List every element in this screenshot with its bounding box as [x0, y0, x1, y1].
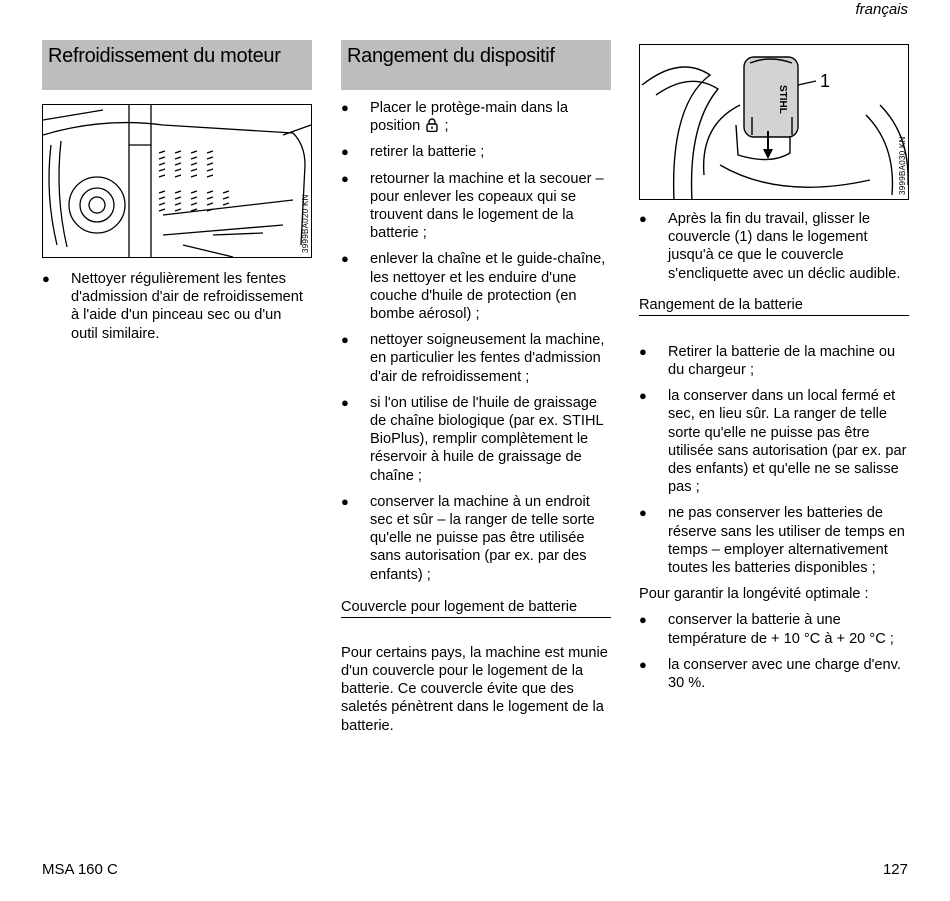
- list-item: ● retirer la batterie ;: [341, 144, 485, 161]
- bullet-icon: ●: [341, 251, 349, 267]
- bullet-icon: ●: [639, 388, 647, 404]
- page-number: 127: [882, 861, 908, 878]
- column-engine-cooling: [42, 40, 312, 351]
- bullet-icon: ●: [639, 505, 647, 521]
- list-item: ● nettoyer soigneusement la machine, en particulier les fentes d'admission d'air de refroidissement ;: [341, 332, 605, 385]
- bullet-icon: ●: [42, 271, 50, 286]
- battery-cover-illustration: [640, 45, 909, 200]
- section-title-engine-cooling: Refroidissement du moteur: [42, 40, 312, 90]
- list-item: ● Retirer la batterie de la machine ou du chargeur ;: [639, 343, 896, 379]
- bullet-icon: ●: [639, 656, 647, 672]
- figure-battery-cover: [639, 44, 909, 200]
- list-item: ● conserver la machine à un endroit sec et sûr – la ranger de telle sorte qu'elle ne puisse pas être utilisée sans autorisation (par ex. par des enfants) ;: [341, 493, 595, 583]
- bullet-icon: ●: [341, 100, 349, 115]
- section-title-storage: Rangement du dispositif: [341, 40, 611, 90]
- battery-brand-label: STIHL: [777, 85, 788, 114]
- list-item: ● ne pas conserver les batteries de réserve sans les utiliser de temps en temps – employer alternativement toutes les batteries disponibles ;: [639, 505, 905, 577]
- bullet-icon: ●: [341, 144, 349, 160]
- battery-cover-instructions: [639, 210, 909, 283]
- subheading-battery-storage: Rangement de la batterie: [639, 296, 909, 316]
- cooling-slots-illustration: [43, 105, 312, 258]
- bullet-icon: ●: [341, 332, 349, 348]
- list-item: ● Placer le protège-main dans la position ;: [341, 100, 568, 135]
- bullet-icon: ●: [639, 612, 647, 628]
- list-item: ● enlever la chaîne et le guide-chaîne, les nettoyer et les enduire d'une couche d'huile de protection (en bombe aérosol) ;: [341, 251, 606, 323]
- bullet-icon: ●: [341, 394, 349, 410]
- bullet-icon: ●: [341, 170, 349, 186]
- list-item: ● conserver la batterie à une température de + 10 °C à + 20 °C ;: [639, 612, 894, 647]
- bullet-icon: ●: [639, 211, 647, 226]
- battery-storage-instructions: [639, 343, 909, 577]
- language-label: français: [855, 1, 908, 18]
- longevity-intro: Pour garantir la longévité optimale :: [639, 586, 869, 603]
- list-item: ● la conserver dans un local fermé et sec, en lieu sûr. La ranger de telle sorte qu'elle ne puisse pas être utilisée sans autorisation (par ex. par des enfants) et qu'elle ne se salisse pas ;: [639, 388, 907, 496]
- figure-code: 3999BA020 KN: [301, 194, 310, 253]
- bullet-icon: ●: [639, 343, 647, 359]
- cooling-instructions: [42, 270, 312, 343]
- figure-cooling-slots: [42, 104, 312, 258]
- battery-cover-paragraph: Pour certains pays, la machine est munie d'un couvercle pour le logement de la batterie. Ce couvercle évite que des saletés pénètrent dans le logement de la batterie.: [341, 644, 608, 734]
- bullet-icon: ●: [341, 493, 349, 509]
- figure-callout-number: 1: [820, 71, 831, 91]
- subheading-battery-cover: Couvercle pour logement de batterie: [341, 598, 611, 618]
- column-battery: [639, 40, 909, 700]
- list-item: ● retourner la machine et la secouer – pour enlever les copeaux qui se trouvent dans le logement de la batterie ;: [341, 170, 604, 242]
- list-item: ● Nettoyer régulièrement les fentes d'admission d'air de refroidissement à l'aide d'un pinceau sec ou d'un outil similaire.: [42, 271, 303, 342]
- longevity-instructions: [639, 611, 909, 692]
- padlock-icon: [426, 118, 438, 132]
- column-storage: [341, 40, 611, 735]
- list-item: ● la conserver avec une charge d'env. 30 %.: [639, 656, 901, 692]
- storage-instructions: [341, 99, 611, 584]
- list-item: ● si l'on utilise de l'huile de graissage de chaîne biologique (par ex. STIHL BioPlus), remplir complètement le réservoir à huile de graissage de chaîne ;: [341, 394, 604, 484]
- list-item: ● Après la fin du travail, glisser le couvercle (1) dans le logement jusqu'à ce que le couvercle s'encliquette avec un déclic audible.: [639, 211, 901, 282]
- figure-code: 3999BA030 KN: [898, 136, 907, 195]
- footer-model: MSA 160 C: [42, 861, 118, 878]
